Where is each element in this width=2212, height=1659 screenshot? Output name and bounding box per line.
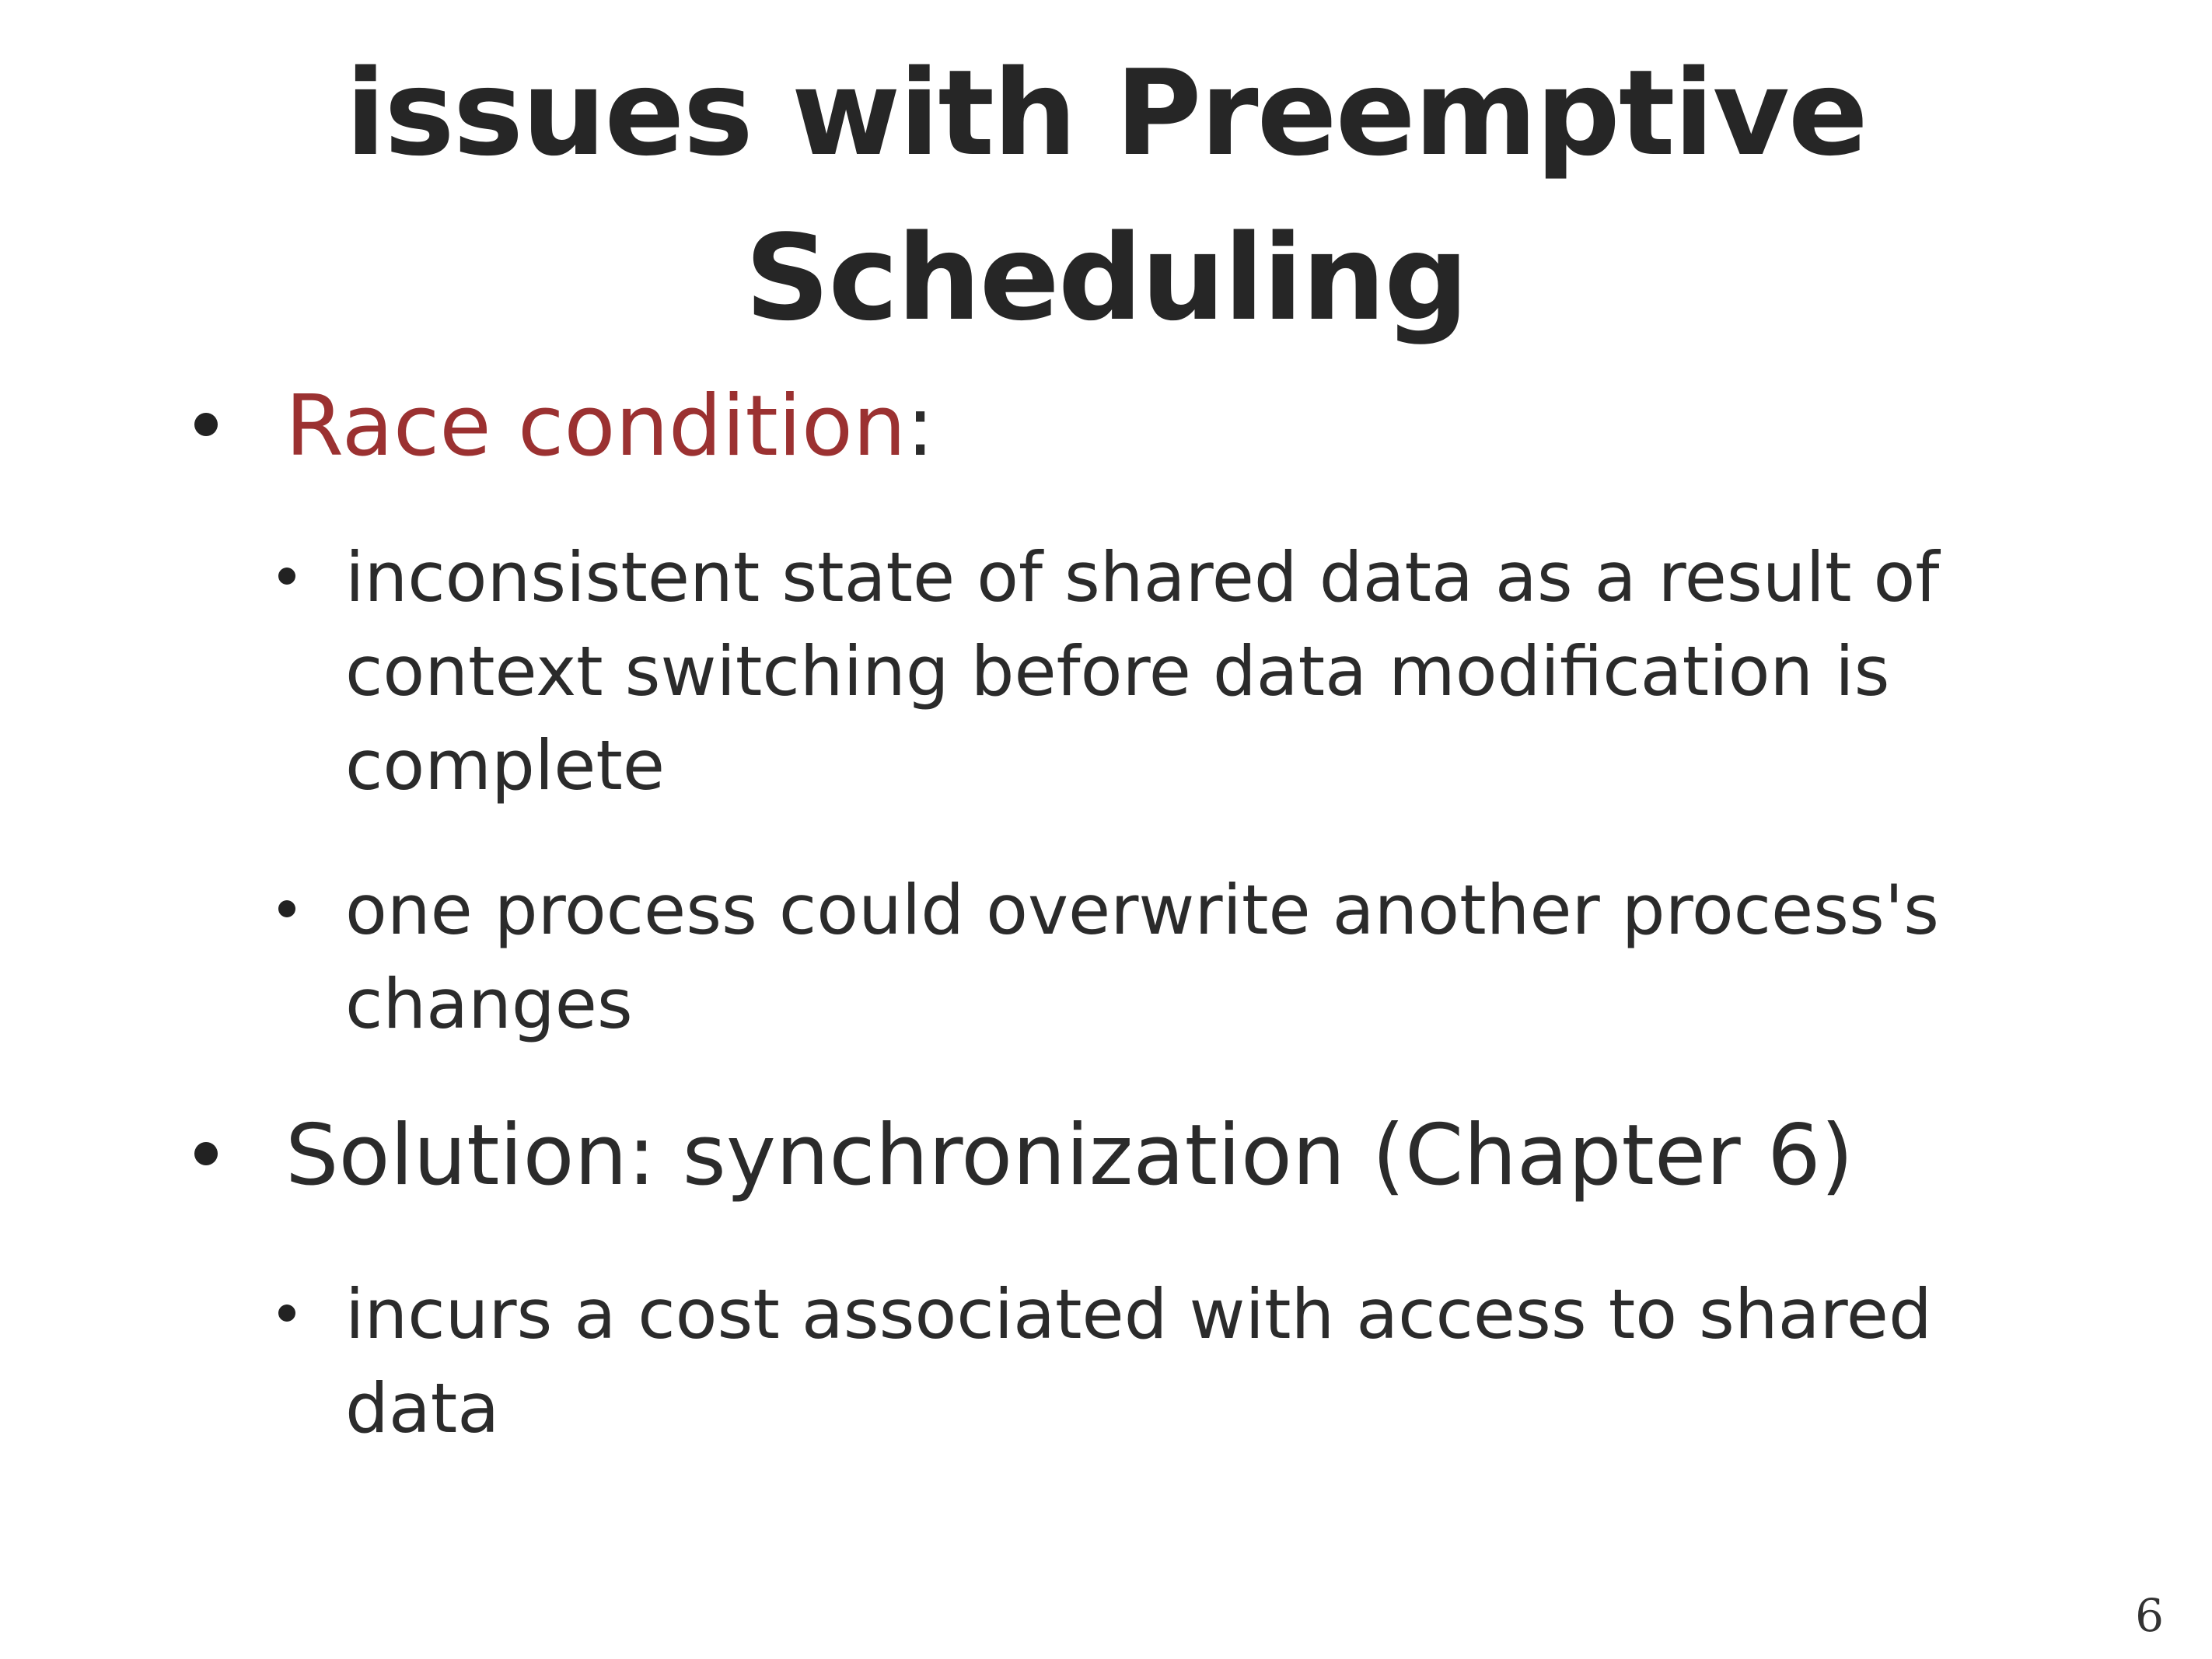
- text-line: incurs a cost associated with access to shared: [345, 1274, 1932, 1354]
- sub-bullet-dot: [278, 568, 295, 585]
- text-line: inconsistent state of shared data as a result of: [345, 537, 1940, 617]
- bullet-dot: [194, 1142, 218, 1165]
- text-line: complete: [345, 725, 666, 805]
- slide-title: [0, 31, 2212, 361]
- text-line: one process could overwrite another process's: [345, 870, 1939, 950]
- bullet-label: [285, 379, 935, 475]
- bullet-label: Solution: synchronization (Chapter 6): [285, 1107, 1854, 1204]
- sub-bullet-dot: [278, 1304, 295, 1322]
- sub-bullet-text: [345, 1267, 1947, 1455]
- slide-title-line-2: Scheduling: [744, 209, 1468, 347]
- bullet-dot: [194, 413, 218, 436]
- text-line: context switching before data modification is: [345, 631, 1890, 711]
- page-number: 6: [2135, 1589, 2164, 1642]
- sub-bullet-text: [345, 863, 1947, 1051]
- text-line: changes: [345, 964, 633, 1044]
- bullet-label-colon: :: [906, 378, 935, 475]
- slide-title-line-1: issues with Preemptive: [345, 44, 1867, 182]
- text-line: data: [345, 1368, 500, 1448]
- sub-bullet-dot: [278, 900, 295, 917]
- race-condition-term: Race condition: [285, 378, 907, 475]
- sub-bullet-text: [345, 530, 1947, 812]
